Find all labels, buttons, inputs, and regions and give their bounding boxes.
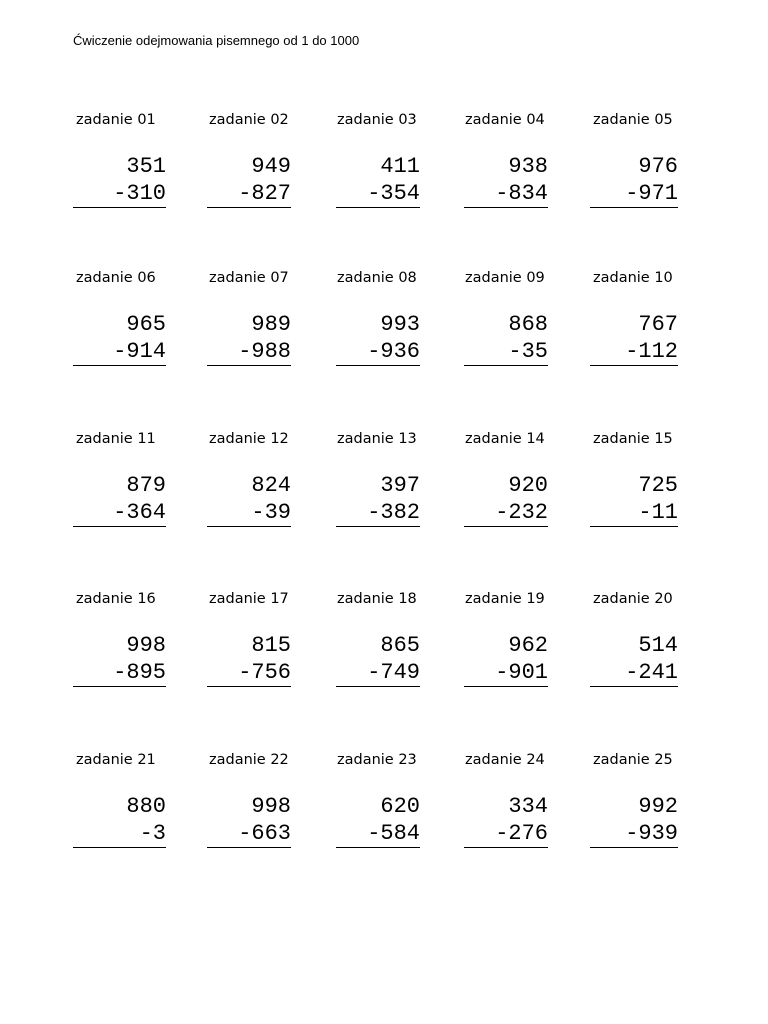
task-12 [209, 430, 291, 530]
task-14 [465, 430, 548, 530]
minuend: 725 [638, 473, 678, 498]
answer-line [464, 526, 548, 527]
minuend: 998 [126, 633, 166, 658]
task-24 [465, 751, 548, 851]
minuend: 920 [508, 473, 548, 498]
answer-line [73, 207, 166, 208]
answer-line [336, 365, 420, 366]
subtrahend: -914 [113, 339, 166, 364]
answer-line [73, 686, 166, 687]
subtrahend: -988 [238, 339, 291, 364]
answer-line [590, 526, 678, 527]
task-label: zadanie 07 [209, 270, 289, 286]
answer-line [73, 365, 166, 366]
subtrahend: -834 [495, 181, 548, 206]
minuend: 938 [508, 154, 548, 179]
answer-line [207, 207, 291, 208]
subtrahend: -901 [495, 660, 548, 685]
answer-line [207, 686, 291, 687]
minuend: 397 [380, 473, 420, 498]
minuend: 868 [508, 312, 548, 337]
minuend: 992 [638, 794, 678, 819]
subtrahend: -310 [113, 181, 166, 206]
minuend: 976 [638, 154, 678, 179]
answer-line [464, 207, 548, 208]
task-label: zadanie 20 [593, 591, 673, 607]
subtrahend: -35 [508, 339, 548, 364]
task-08 [337, 269, 420, 369]
task-09 [465, 269, 548, 369]
subtrahend: -584 [367, 821, 420, 846]
task-17 [209, 590, 291, 690]
minuend: 962 [508, 633, 548, 658]
subtrahend: -663 [238, 821, 291, 846]
minuend: 993 [380, 312, 420, 337]
subtrahend: -749 [367, 660, 420, 685]
answer-line [336, 686, 420, 687]
task-18 [337, 590, 420, 690]
minuend: 514 [638, 633, 678, 658]
minuend: 351 [126, 154, 166, 179]
subtrahend: -39 [251, 500, 291, 525]
answer-line [336, 526, 420, 527]
minuend: 824 [251, 473, 291, 498]
answer-line [207, 847, 291, 848]
minuend: 965 [126, 312, 166, 337]
task-07 [209, 269, 291, 369]
task-label: zadanie 15 [593, 431, 673, 447]
minuend: 865 [380, 633, 420, 658]
task-label: zadanie 06 [76, 270, 156, 286]
task-label: zadanie 11 [76, 431, 156, 447]
answer-line [464, 847, 548, 848]
minuend: 879 [126, 473, 166, 498]
answer-line [336, 207, 420, 208]
task-label: zadanie 09 [465, 270, 545, 286]
task-label: zadanie 05 [593, 112, 673, 128]
subtrahend: -936 [367, 339, 420, 364]
minuend: 815 [251, 633, 291, 658]
task-19 [465, 590, 548, 690]
answer-line [73, 526, 166, 527]
task-03 [337, 111, 420, 211]
task-11 [76, 430, 166, 530]
subtrahend: -364 [113, 500, 166, 525]
task-label: zadanie 14 [465, 431, 545, 447]
task-label: zadanie 04 [465, 112, 545, 128]
task-label: zadanie 13 [337, 431, 417, 447]
subtrahend: -276 [495, 821, 548, 846]
answer-line [73, 847, 166, 848]
subtrahend: -112 [625, 339, 678, 364]
page-title: Ćwiczenie odejmowania pisemnego od 1 do 1000 [73, 33, 360, 48]
task-20 [593, 590, 678, 690]
task-label: zadanie 22 [209, 752, 289, 768]
task-01 [76, 111, 166, 211]
answer-line [464, 365, 548, 366]
answer-line [590, 207, 678, 208]
task-13 [337, 430, 420, 530]
task-label: zadanie 23 [337, 752, 417, 768]
task-23 [337, 751, 420, 851]
task-label: zadanie 02 [209, 112, 289, 128]
task-06 [76, 269, 166, 369]
task-label: zadanie 03 [337, 112, 417, 128]
task-label: zadanie 16 [76, 591, 156, 607]
minuend: 767 [638, 312, 678, 337]
minuend: 334 [508, 794, 548, 819]
task-label: zadanie 17 [209, 591, 289, 607]
task-02 [209, 111, 291, 211]
task-05 [593, 111, 678, 211]
task-label: zadanie 19 [465, 591, 545, 607]
subtrahend: -756 [238, 660, 291, 685]
task-22 [209, 751, 291, 851]
minuend: 411 [380, 154, 420, 179]
answer-line [207, 365, 291, 366]
subtrahend: -232 [495, 500, 548, 525]
subtrahend: -241 [625, 660, 678, 685]
answer-line [336, 847, 420, 848]
minuend: 620 [380, 794, 420, 819]
subtrahend: -895 [113, 660, 166, 685]
task-15 [593, 430, 678, 530]
task-label: zadanie 12 [209, 431, 289, 447]
task-04 [465, 111, 548, 211]
subtrahend: -354 [367, 181, 420, 206]
task-label: zadanie 18 [337, 591, 417, 607]
subtrahend: -827 [238, 181, 291, 206]
subtrahend: -971 [625, 181, 678, 206]
task-label: zadanie 24 [465, 752, 545, 768]
subtrahend: -939 [625, 821, 678, 846]
subtrahend: -3 [139, 821, 166, 846]
subtrahend: -11 [638, 500, 678, 525]
task-25 [593, 751, 678, 851]
minuend: 949 [251, 154, 291, 179]
answer-line [590, 365, 678, 366]
task-label: zadanie 08 [337, 270, 417, 286]
task-label: zadanie 25 [593, 752, 673, 768]
task-label: zadanie 21 [76, 752, 156, 768]
task-21 [76, 751, 166, 851]
task-10 [593, 269, 678, 369]
answer-line [590, 847, 678, 848]
minuend: 989 [251, 312, 291, 337]
subtrahend: -382 [367, 500, 420, 525]
answer-line [464, 686, 548, 687]
task-label: zadanie 10 [593, 270, 673, 286]
minuend: 880 [126, 794, 166, 819]
task-16 [76, 590, 166, 690]
answer-line [590, 686, 678, 687]
task-label: zadanie 01 [76, 112, 156, 128]
answer-line [207, 526, 291, 527]
minuend: 998 [251, 794, 291, 819]
